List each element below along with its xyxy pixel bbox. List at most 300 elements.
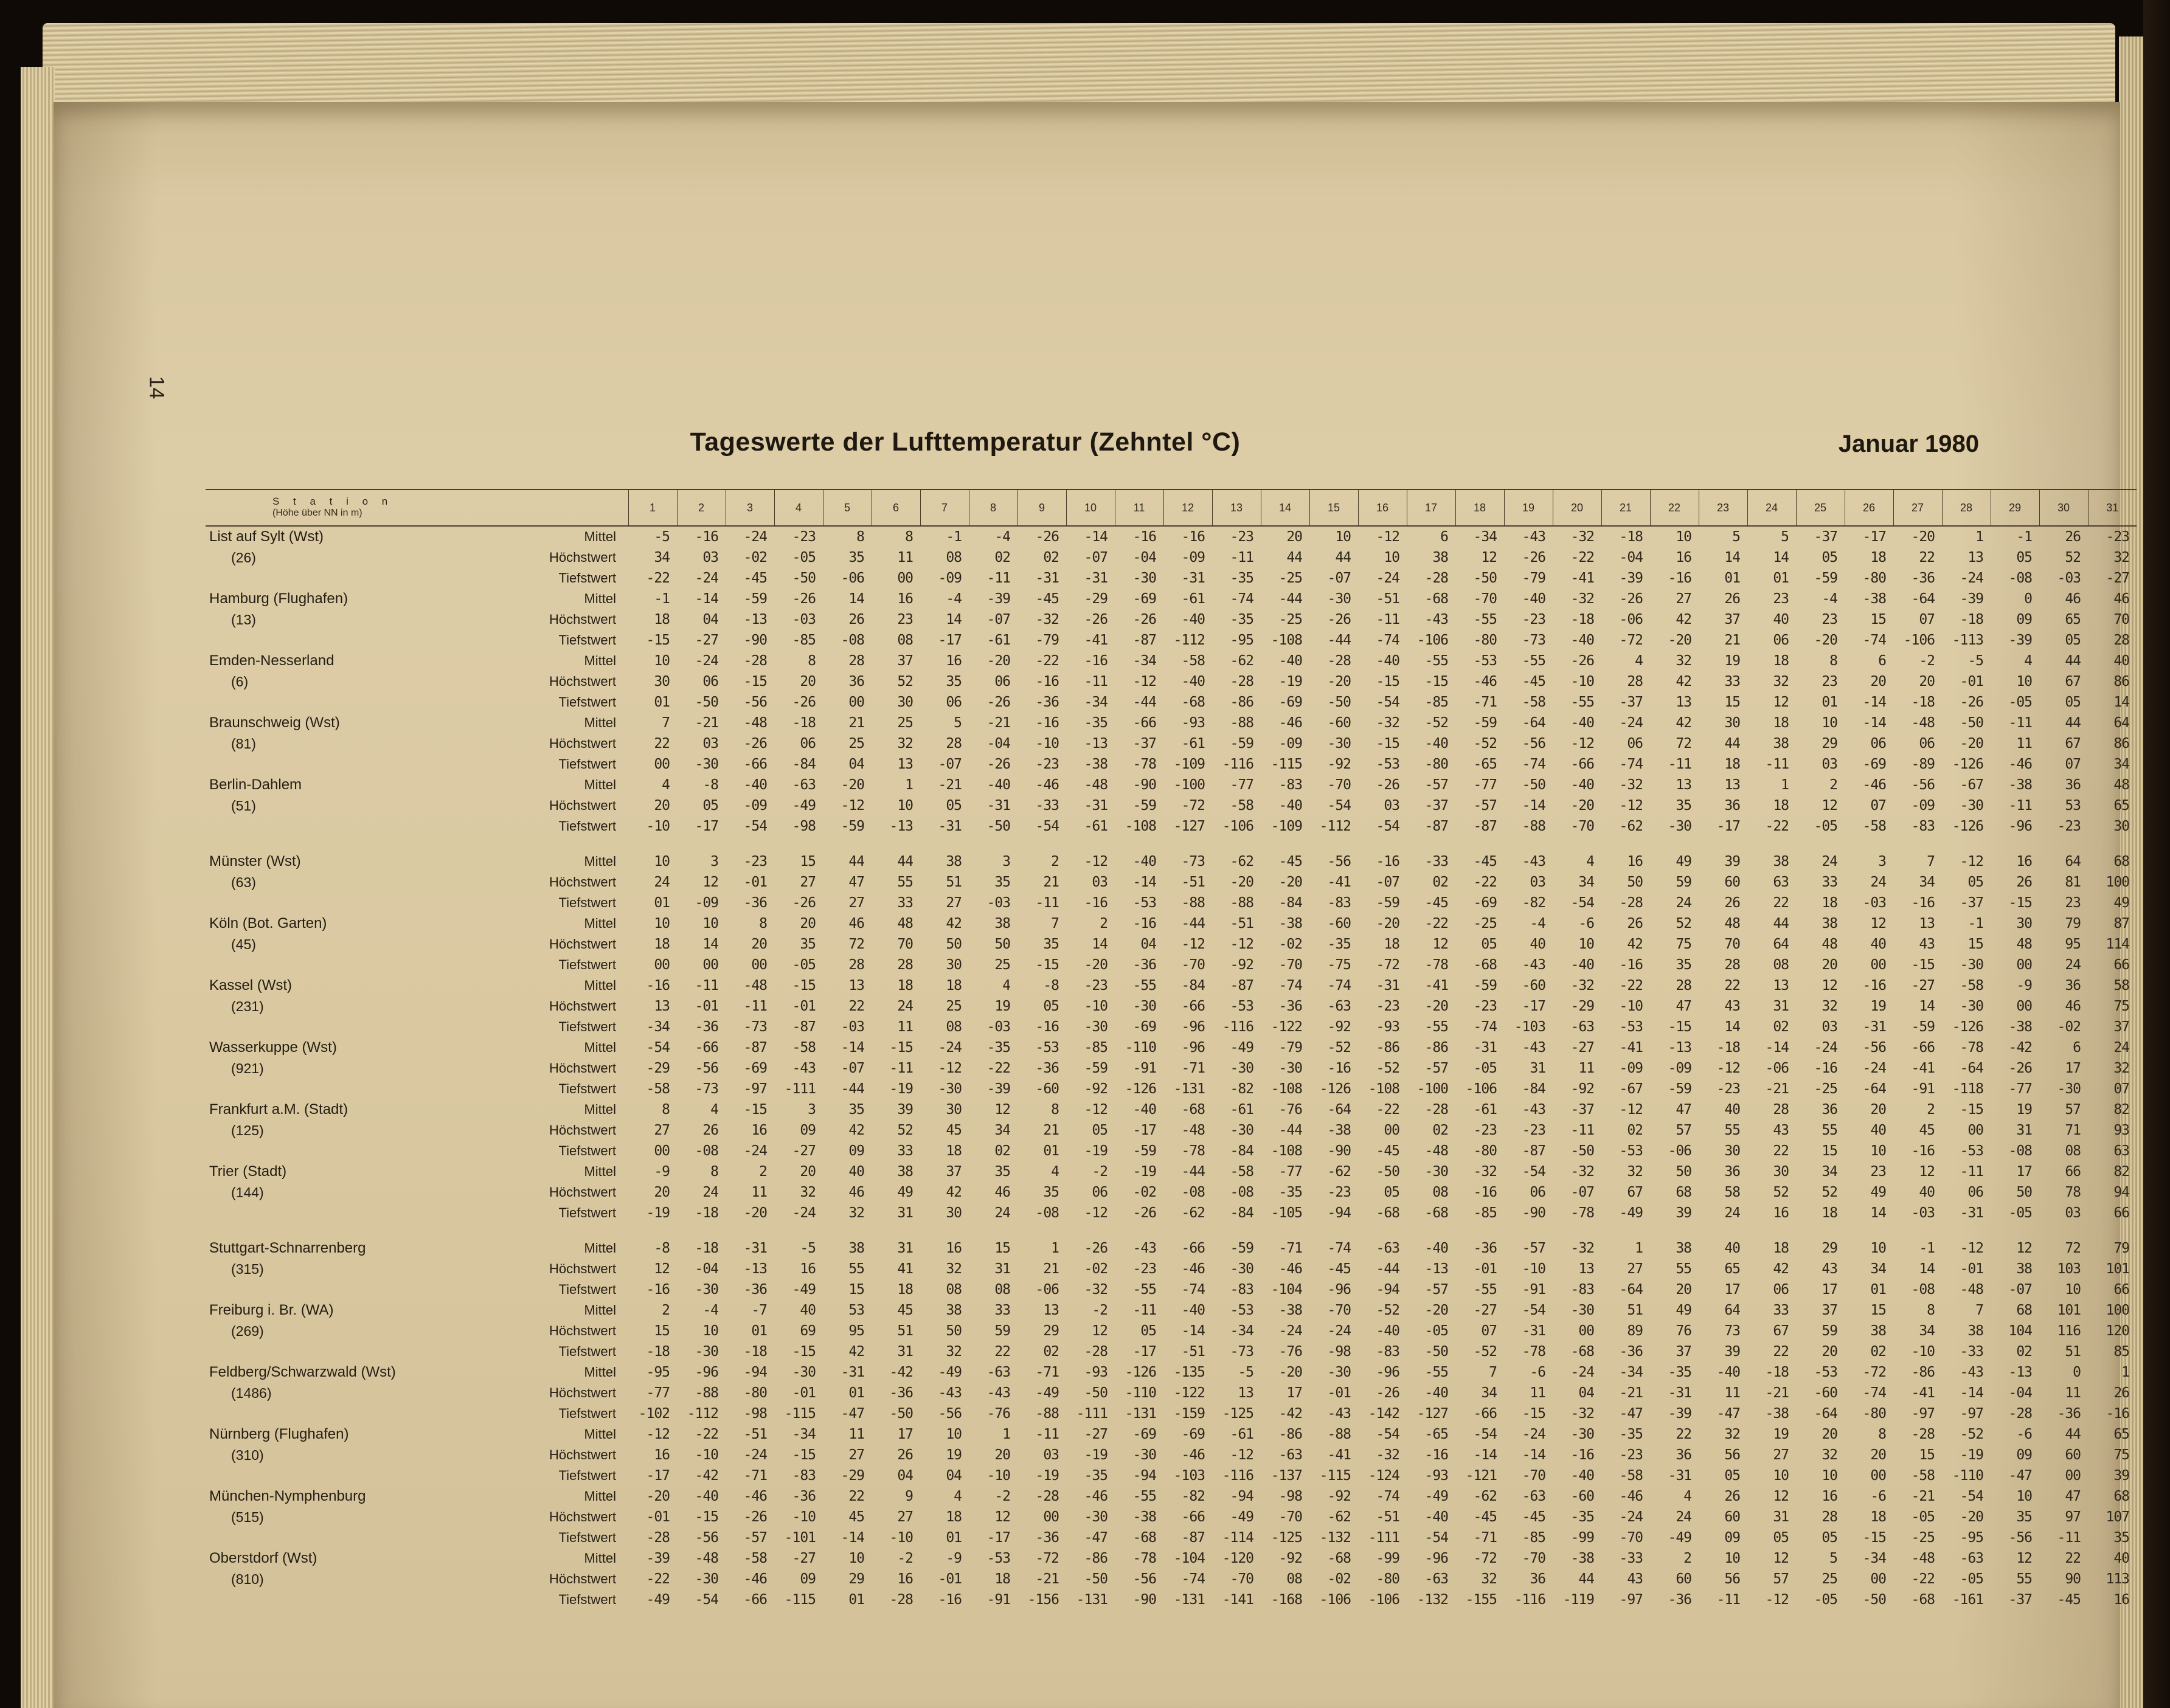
- temp-cell: -37: [1960, 895, 1984, 911]
- temp-cell: 1: [905, 777, 913, 793]
- temp-cell: -155: [1465, 1592, 1497, 1608]
- temp-cell: -46: [743, 1571, 768, 1587]
- temp-cell: -59: [1084, 1060, 1108, 1076]
- temp-cell: -75: [1327, 957, 1351, 973]
- temp-cell: 37: [1724, 612, 1741, 628]
- station-height: (144): [231, 1184, 264, 1200]
- temp-cell: -73: [1522, 632, 1546, 648]
- temp-cell: -01: [1473, 1261, 1497, 1277]
- temp-cell: 13: [1676, 694, 1692, 710]
- temp-cell: -94: [743, 1364, 768, 1380]
- temp-cell: -70: [1619, 1530, 1643, 1546]
- temp-cell: 22: [1724, 978, 1741, 994]
- book-page-stack-left: [21, 67, 55, 1708]
- temp-cell: 01: [1870, 1282, 1887, 1298]
- temp-cell: 26: [1724, 895, 1741, 911]
- temp-cell: -36: [2057, 1406, 2081, 1422]
- temp-cell: 22: [848, 1488, 865, 1504]
- temp-cell: 31: [897, 1205, 913, 1221]
- temp-cell: 69: [800, 1323, 816, 1339]
- temp-cell: 22: [1773, 895, 1789, 911]
- temp-cell: -100: [1416, 1081, 1449, 1097]
- temp-cell: 18: [1773, 798, 1789, 814]
- temp-cell: -12: [1084, 1102, 1108, 1118]
- temp-cell: 00: [2016, 957, 2033, 973]
- temp-cell: -36: [1278, 998, 1303, 1014]
- temp-cell: 18: [1870, 1509, 1887, 1525]
- temp-cell: -30: [1132, 1447, 1157, 1463]
- temp-cell: -24: [695, 570, 719, 586]
- temp-cell: -131: [1173, 1081, 1205, 1097]
- temp-cell: -54: [1473, 1426, 1497, 1442]
- temp-cell: -80: [1862, 1406, 1887, 1422]
- temp-cell: 12: [1870, 916, 1887, 932]
- temp-cell: -103: [1514, 1019, 1546, 1035]
- temp-cell: 63: [1773, 874, 1789, 890]
- temp-cell: -12: [646, 1426, 670, 1442]
- temp-cell: 12: [1919, 1164, 1935, 1180]
- temp-cell: -05: [2008, 694, 2033, 710]
- temp-cell: -12: [1960, 1240, 1984, 1256]
- temp-cell: 27: [946, 895, 962, 911]
- temp-cell: 05: [2016, 550, 2033, 565]
- temp-cell: -78: [1132, 756, 1157, 772]
- temp-cell: 02: [1432, 874, 1449, 890]
- temp-cell: -68: [1473, 957, 1497, 973]
- temp-cell: -33: [1960, 1344, 1984, 1360]
- temp-cell: -62: [1619, 818, 1643, 834]
- temp-cell: -34: [1473, 529, 1497, 545]
- temp-cell: 35: [2016, 1509, 2033, 1525]
- temp-cell: 46: [848, 916, 865, 932]
- temp-cell: 46: [2065, 998, 2081, 1014]
- temp-cell: 64: [2065, 854, 2081, 870]
- temp-cell: -126: [1319, 1081, 1351, 1097]
- temp-cell: -58: [1862, 818, 1887, 834]
- temp-cell: -56: [743, 694, 768, 710]
- temp-cell: -69: [1132, 591, 1157, 607]
- temp-cell: 11: [1724, 1385, 1741, 1401]
- temp-cell: 67: [2065, 674, 2081, 690]
- temp-cell: -35: [1668, 1364, 1692, 1380]
- temp-cell: -76: [1278, 1344, 1303, 1360]
- temp-cell: -22: [986, 1060, 1011, 1076]
- temp-cell: -36: [1035, 694, 1059, 710]
- temp-cell: -69: [1473, 895, 1497, 911]
- temp-cell: -16: [1668, 570, 1692, 586]
- station-column-header: [206, 489, 628, 526]
- temp-cell: 38: [897, 1164, 913, 1180]
- temp-cell: 08: [946, 550, 962, 565]
- temp-cell: 28: [848, 653, 865, 669]
- temp-cell: -05: [792, 550, 816, 565]
- temp-cell: 16: [1822, 1488, 1838, 1504]
- temp-cell: 00: [1870, 1468, 1887, 1484]
- temp-cell: -90: [1522, 1205, 1546, 1221]
- temp-cell: -110: [1125, 1040, 1157, 1056]
- day-header: 1: [628, 489, 677, 526]
- temp-cell: 04: [848, 756, 865, 772]
- temp-cell: 17: [1822, 1282, 1838, 1298]
- temp-cell: 38: [946, 1302, 962, 1318]
- temp-cell: 32: [1627, 1164, 1643, 1180]
- temp-cell: 30: [897, 694, 913, 710]
- temp-cell: -11: [1570, 1122, 1595, 1138]
- temp-cell: 10: [1335, 529, 1351, 545]
- temp-cell: 1: [1635, 1240, 1643, 1256]
- temp-cell: 10: [897, 798, 913, 814]
- temp-cell: -20: [1278, 874, 1303, 890]
- temp-cell: -25: [1911, 1530, 1935, 1546]
- temp-cell: -114: [1222, 1530, 1254, 1546]
- temp-cell: -4: [702, 1302, 719, 1318]
- temp-cell: -24: [743, 529, 768, 545]
- temp-cell: 16: [654, 1447, 670, 1463]
- temp-cell: 78: [2065, 1184, 2081, 1200]
- temp-cell: 52: [1676, 916, 1692, 932]
- temp-cell: -36: [1035, 1060, 1059, 1076]
- day-header: 15: [1309, 489, 1358, 526]
- temp-cell: 40: [2113, 653, 2130, 669]
- temp-cell: 01: [946, 1530, 962, 1546]
- temp-cell: -55: [1132, 1488, 1157, 1504]
- data-row: [206, 1507, 2137, 1527]
- temp-cell: -20: [986, 653, 1011, 669]
- temp-cell: -24: [1570, 1364, 1595, 1380]
- temp-cell: -58: [1522, 694, 1546, 710]
- temp-cell: -37: [1424, 798, 1449, 814]
- temp-cell: -37: [1814, 529, 1838, 545]
- temp-cell: -142: [1368, 1406, 1400, 1422]
- temp-cell: -30: [1424, 1164, 1449, 1180]
- temp-cell: 14: [946, 612, 962, 628]
- temp-cell: -38: [2008, 1019, 2033, 1035]
- temp-cell: -69: [1181, 1426, 1205, 1442]
- temp-cell: 5: [1781, 529, 1789, 545]
- temp-cell: -6: [1870, 1488, 1887, 1504]
- temp-cell: -57: [1522, 1240, 1546, 1256]
- day-header: 5: [823, 489, 872, 526]
- temp-cell: -08: [695, 1143, 719, 1159]
- temp-cell: -50: [1084, 1385, 1108, 1401]
- temp-cell: 8: [1829, 653, 1838, 669]
- temp-cell: 79: [2065, 916, 2081, 932]
- temp-cell: -28: [1911, 1426, 1935, 1442]
- temp-cell: -39: [1960, 591, 1984, 607]
- row-label: Tiefstwert: [558, 632, 617, 648]
- temp-cell: -78: [1570, 1205, 1595, 1221]
- temp-cell: -16: [1132, 916, 1157, 932]
- temp-cell: 36: [1676, 1447, 1692, 1463]
- temp-cell: -09: [938, 570, 962, 586]
- temp-cell: -124: [1368, 1468, 1400, 1484]
- temp-cell: -137: [1270, 1468, 1303, 1484]
- temp-cell: -87: [1132, 632, 1157, 648]
- temp-cell: -44: [1327, 632, 1351, 648]
- temp-cell: -101: [784, 1530, 816, 1546]
- temp-cell: -92: [1278, 1551, 1303, 1566]
- temp-cell: -20: [1960, 1509, 1984, 1525]
- temp-cell: -26: [1327, 612, 1351, 628]
- temp-cell: 11: [848, 1426, 865, 1442]
- temp-cell: -19: [889, 1081, 913, 1097]
- temp-cell: -58: [1911, 1468, 1935, 1484]
- temp-cell: 22: [848, 998, 865, 1014]
- data-row: [206, 547, 2137, 568]
- temp-cell: -94: [1132, 1468, 1157, 1484]
- day-header: 9: [1017, 489, 1066, 526]
- temp-cell: -12: [1619, 1102, 1643, 1118]
- temp-cell: -59: [1668, 1081, 1692, 1097]
- temp-cell: -44: [1132, 694, 1157, 710]
- temp-cell: -59: [1230, 736, 1254, 752]
- data-row: [206, 1527, 2137, 1548]
- temp-cell: -26: [1035, 529, 1059, 545]
- data-row: [206, 851, 2137, 872]
- temp-cell: -12: [1181, 936, 1205, 952]
- temp-cell: -32: [1619, 777, 1643, 793]
- temp-cell: -58: [1230, 1164, 1254, 1180]
- temp-cell: -84: [792, 756, 816, 772]
- temp-cell: -2: [1919, 653, 1935, 669]
- temp-cell: -85: [1084, 1040, 1108, 1056]
- data-row: [206, 1321, 2137, 1341]
- row-label: Tiefstwert: [558, 895, 617, 910]
- data-row: [206, 651, 2137, 671]
- temp-cell: -03: [986, 895, 1011, 911]
- data-row: [206, 1424, 2137, 1445]
- temp-cell: 00: [2016, 998, 2033, 1014]
- temp-cell: 12: [1432, 936, 1449, 952]
- temp-cell: -20: [1230, 874, 1254, 890]
- temp-cell: -16: [1862, 978, 1887, 994]
- temp-cell: 47: [1676, 1102, 1692, 1118]
- data-row: [206, 1403, 2137, 1424]
- temp-cell: 05: [1481, 936, 1497, 952]
- temp-cell: -07: [986, 612, 1011, 628]
- temp-cell: -70: [1327, 777, 1351, 793]
- temp-cell: -109: [1270, 818, 1303, 834]
- temp-cell: -26: [986, 694, 1011, 710]
- temp-cell: 52: [897, 1122, 913, 1138]
- temp-cell: 45: [848, 1509, 865, 1525]
- temp-cell: -69: [1132, 1019, 1157, 1035]
- temp-cell: -11: [2008, 715, 2033, 731]
- temp-cell: 68: [1676, 1184, 1692, 1200]
- temp-cell: 34: [654, 550, 670, 565]
- temp-cell: -96: [695, 1364, 719, 1380]
- temp-cell: 08: [946, 1282, 962, 1298]
- temp-cell: 40: [1530, 936, 1546, 952]
- temp-cell: -20: [1084, 957, 1108, 973]
- temp-cell: -68: [1181, 694, 1205, 710]
- temp-cell: -93: [1181, 715, 1205, 731]
- temp-cell: -02: [1278, 936, 1303, 952]
- temp-cell: -26: [1132, 612, 1157, 628]
- temp-cell: -63: [1424, 1571, 1449, 1587]
- temp-cell: -64: [1911, 591, 1935, 607]
- temp-cell: -15: [792, 1344, 816, 1360]
- row-label: Höchstwert: [549, 1060, 617, 1076]
- temp-cell: -17: [1132, 1122, 1157, 1138]
- temp-cell: 20: [751, 936, 768, 952]
- temp-cell: -23: [792, 529, 816, 545]
- temp-cell: -96: [1181, 1040, 1205, 1056]
- station-cell: [206, 1037, 491, 1099]
- temp-cell: 79: [2113, 1240, 2130, 1256]
- temp-cell: -09: [1278, 736, 1303, 752]
- temp-cell: -83: [1911, 818, 1935, 834]
- temp-cell: 97: [2065, 1509, 2081, 1525]
- data-row: [206, 713, 2137, 733]
- temp-cell: -38: [1278, 916, 1303, 932]
- temp-cell: -38: [1327, 1122, 1351, 1138]
- temp-cell: 01: [1822, 694, 1838, 710]
- temp-cell: 2: [1051, 854, 1059, 870]
- temp-cell: -87: [792, 1019, 816, 1035]
- temp-cell: -44: [1278, 1122, 1303, 1138]
- temp-cell: -31: [1084, 798, 1108, 814]
- temp-cell: 34: [1919, 874, 1935, 890]
- temp-cell: 35: [1676, 957, 1692, 973]
- temp-cell: 24: [1870, 874, 1887, 890]
- temp-cell: -15: [1522, 1406, 1546, 1422]
- temp-cell: 3: [710, 854, 719, 870]
- day-header: 28: [1942, 489, 1991, 526]
- row-label: Höchstwert: [549, 550, 617, 565]
- temp-cell: -45: [1473, 854, 1497, 870]
- temp-cell: -12: [1230, 936, 1254, 952]
- day-header: 19: [1504, 489, 1553, 526]
- temp-cell: -48: [1960, 1282, 1984, 1298]
- temp-cell: 22: [1773, 1344, 1789, 1360]
- temp-cell: -47: [1084, 1530, 1108, 1546]
- temp-cell: 11: [1578, 1060, 1595, 1076]
- temp-cell: 65: [2113, 798, 2130, 814]
- temp-cell: -17: [1132, 1344, 1157, 1360]
- day-header: 2: [677, 489, 726, 526]
- temp-cell: -47: [1619, 1406, 1643, 1422]
- temp-cell: 08: [1286, 1571, 1303, 1587]
- temp-cell: -96: [2008, 818, 2033, 834]
- temp-cell: 06: [1627, 736, 1643, 752]
- temp-cell: 45: [1919, 1122, 1935, 1138]
- temp-cell: -71: [1473, 694, 1497, 710]
- temp-cell: 95: [2065, 936, 2081, 952]
- temp-cell: -70: [1181, 957, 1205, 973]
- temp-cell: -112: [1173, 632, 1205, 648]
- temp-cell: 35: [1676, 798, 1692, 814]
- temp-cell: -38: [1084, 756, 1108, 772]
- temp-cell: -26: [743, 736, 768, 752]
- temp-cell: -28: [1084, 1344, 1108, 1360]
- temp-cell: 81: [2065, 874, 2081, 890]
- temp-cell: 24: [2065, 957, 2081, 973]
- temp-cell: 01: [751, 1323, 768, 1339]
- temp-cell: -40: [1424, 1240, 1449, 1256]
- temp-cell: -69: [1132, 1426, 1157, 1442]
- temp-cell: 01: [848, 1385, 865, 1401]
- temp-cell: -52: [1376, 1060, 1400, 1076]
- temp-cell: -62: [1181, 1205, 1205, 1221]
- station-name: Stuttgart-Schnarrenberg: [209, 1240, 366, 1256]
- temp-cell: 59: [1822, 1323, 1838, 1339]
- temp-cell: -59: [841, 818, 865, 834]
- station-height: (1486): [231, 1385, 272, 1401]
- temp-cell: 44: [1724, 736, 1741, 752]
- temp-cell: 45: [946, 1122, 962, 1138]
- temp-cell: 23: [1773, 591, 1789, 607]
- temp-cell: -72: [1619, 632, 1643, 648]
- temp-cell: 32: [946, 1261, 962, 1277]
- temp-cell: -96: [1424, 1551, 1449, 1566]
- temp-cell: -54: [646, 1040, 670, 1056]
- temp-cell: 02: [1043, 550, 1059, 565]
- temp-cell: -26: [743, 1509, 768, 1525]
- day-header: 3: [726, 489, 774, 526]
- temp-cell: 51: [1627, 1302, 1643, 1318]
- temp-cell: 35: [848, 1102, 865, 1118]
- temp-cell: -30: [695, 1344, 719, 1360]
- temp-cell: 18: [1870, 550, 1887, 565]
- temp-cell: 05: [1773, 1530, 1789, 1546]
- temp-cell: -54: [1376, 694, 1400, 710]
- row-label: Mittel: [584, 1164, 617, 1179]
- temp-cell: -73: [1181, 854, 1205, 870]
- temp-cell: 38: [1773, 736, 1789, 752]
- temp-cell: 41: [897, 1261, 913, 1277]
- temp-cell: 03: [2065, 1205, 2081, 1221]
- temp-cell: -31: [1522, 1323, 1546, 1339]
- temp-cell: 56: [1724, 1447, 1741, 1463]
- temp-cell: -80: [1473, 1143, 1497, 1159]
- temp-cell: -92: [1570, 1081, 1595, 1097]
- temp-cell: -19: [1084, 1143, 1108, 1159]
- temp-cell: -21: [1765, 1385, 1789, 1401]
- temp-cell: 19: [1870, 998, 1887, 1014]
- temp-cell: -54: [1522, 1164, 1546, 1180]
- station-cell: [206, 913, 491, 975]
- temp-cell: 39: [1676, 1205, 1692, 1221]
- temp-cell: -63: [1376, 1240, 1400, 1256]
- temp-cell: -88: [1230, 895, 1254, 911]
- temp-cell: 23: [1822, 612, 1838, 628]
- temp-cell: 20: [1676, 1282, 1692, 1298]
- temp-cell: -64: [1522, 715, 1546, 731]
- temp-cell: 50: [2016, 1184, 2033, 1200]
- temp-cell: 38: [1432, 550, 1449, 565]
- temp-cell: -14: [695, 591, 719, 607]
- station-height: (63): [231, 874, 256, 890]
- temp-cell: 26: [2016, 874, 2033, 890]
- row-label: Tiefstwert: [558, 1205, 617, 1220]
- temp-cell: -40: [1424, 1509, 1449, 1525]
- temp-cell: -27: [1911, 978, 1935, 994]
- temp-cell: 49: [897, 1184, 913, 1200]
- temp-cell: 22: [994, 1344, 1011, 1360]
- temp-cell: -24: [938, 1040, 962, 1056]
- temp-cell: -64: [1814, 1406, 1838, 1422]
- temp-cell: -88: [1035, 1406, 1059, 1422]
- temp-cell: 03: [1530, 874, 1546, 890]
- temp-cell: -90: [743, 632, 768, 648]
- row-label: Mittel: [584, 529, 617, 544]
- temp-cell: -74: [1376, 632, 1400, 648]
- temp-cell: 33: [1724, 674, 1741, 690]
- temp-cell: -57: [743, 1530, 768, 1546]
- temp-cell: 02: [1870, 1344, 1887, 1360]
- temp-cell: 22: [1676, 1426, 1692, 1442]
